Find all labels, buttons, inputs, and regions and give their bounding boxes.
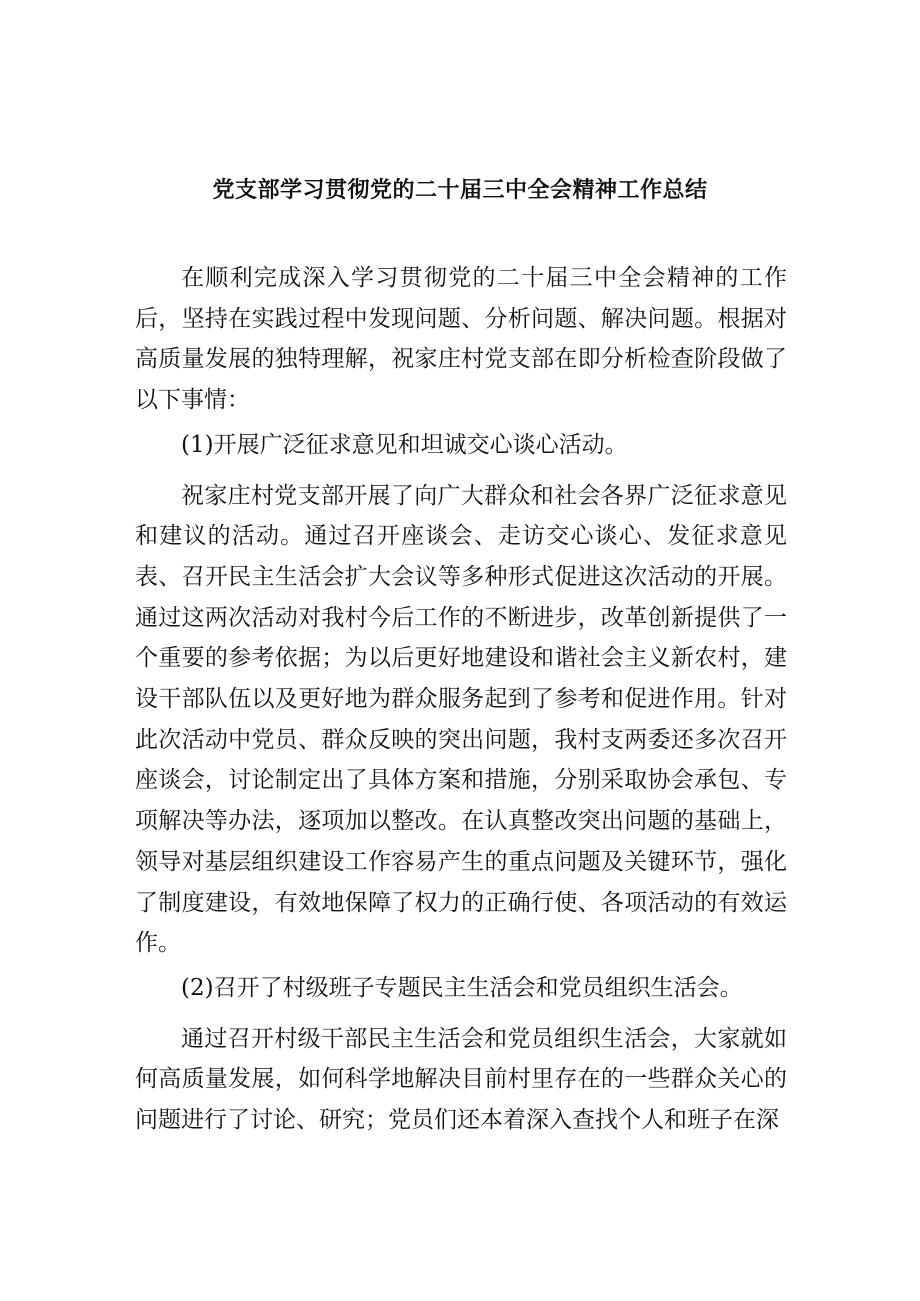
section-heading-1: (1)开展广泛征求意见和坦诚交心谈心活动。 (181, 431, 628, 458)
paragraph-section-2: 通过召开村级干部民主生活会和党员组织生活会，大家就如何高质量发展，如何科学地解决目前村里存在的一些群众关心的问题进行了讨论、研究；党员们还本着深入查找个人和班子在深 (135, 1025, 787, 1134)
paragraph-intro: 在顺利完成深入学习贯彻党的二十届三中全会精神的工作后，坚持在实践过程中发现问题、分析问题、解决问题。根据对高质量发展的独特理解，祝家庄村党支部在即分析检查阶段做了以下事情： (135, 265, 787, 414)
paragraph-section-1: 祝家庄村党支部开展了向广大群众和社会各界广泛征求意见和建议的活动。通过召开座谈会、走访交心谈心、发征求意见表、召开民主生活会扩大会议等多种形式促进这次活动的开展。通过这两次活动对我村今后工作的不断进步，改革创新提供了一个重要的参考依据；为以后更好地建设和谐社会主义新农村，建设干部队伍以及更好地为群众服务起到了参考和促进作用。针对此次活动中党员、群众反映的突出问题，我村支两委还多次召开座谈会，讨论制定出了具体方案和措施，分别采取协会承包、专项解决等办法，逐项加以整改。在认真整改突出问题的基础上，领导对基层组织建设工作容易产生的重点问题及关键环节，强化了制度建设，有效地保障了权力的正确行使、各项活动的有效运作。 (135, 482, 787, 957)
document-title: 党支部学习贯彻党的二十届三中全会精神工作总结 (212, 177, 708, 203)
section-heading-2: (2)召开了村级班子专题民主生活会和党员组织生活会。 (181, 974, 743, 1001)
document-body (135, 258, 787, 1141)
